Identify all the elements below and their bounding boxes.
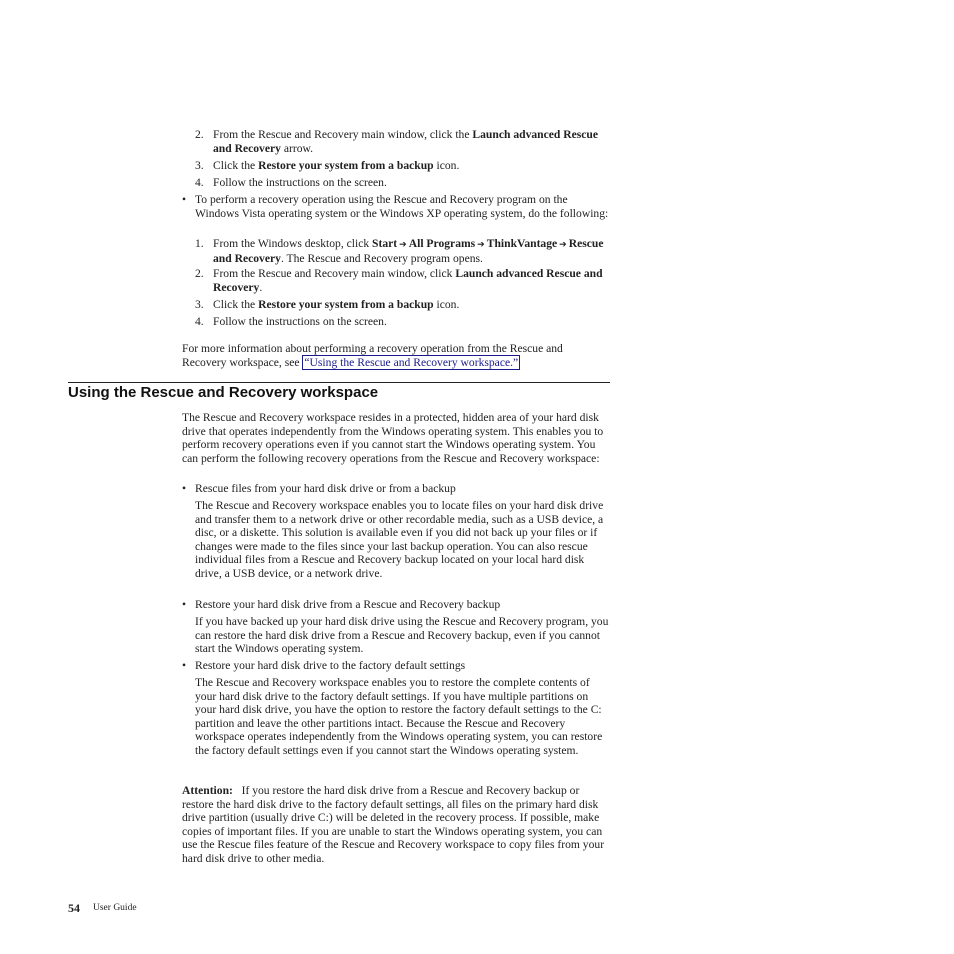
launch-advanced-label: Launch advanced Rescue and Recovery — [213, 128, 599, 155]
restore-backup-body: If you have backed up your hard disk drive using the Rescue and Recovery program, you can restore the hard disk drive from a Rescue and Recovery backup, even if you cannot start the Windows operating system. — [195, 615, 609, 656]
attention-label: Attention: — [182, 784, 233, 797]
section-heading: Using the Rescue and Recovery workspace — [68, 384, 379, 401]
more-info-paragraph: For more information about performing a recovery operation from the Rescue and Recovery workspace, see “Using the Rescue and Recovery workspace.” — [182, 342, 563, 369]
rescue-files-body: The Rescue and Recovery workspace enables you to locate files on your hard disk drive and transfer them to a network drive or other recordable media, such as a USB device, a disc, or a diskette. This solution is available even if you did not back up your files or if changes were made to the files since your last backup operation. You can also rescue individual files from a Rescue and Recovery backup located on your local hard disk drive, a USB device, or a network drive. — [195, 499, 604, 580]
document-page: 2. From the Rescue and Recovery main window, click the Launch advanced Rescue and Recovery arrow. 3. Click the Restore your system from a backup icon. 4. Follow the instructions on the screen. • To perform a recovery operation using the Rescue and Recovery program on the Windows Vista operating system or the Windows XP operating system, do the following: 1. From the Windows desktop, click Start ➔ All Programs ➔ ThinkVantage ➔ Rescue and Recovery. The Rescue and Recovery program opens. 2. From the Rescue and Recovery main window, click Launch advanced Rescue and Recovery. 3. Click the Restore your system from a backup icon. 4. Follow the instructions on the screen. For more information about performing a recovery operation from the Rescue and Recovery workspace, see “Using the Rescue and Recovery workspace.” Using the Rescue and Recovery workspace The Rescue and Recovery workspace resides in a protected, hidden area of your hard disk drive that operates independently from the Windows operating system. This enables you to perform recovery operations even if you cannot start the Windows operating system. You can perform the following recovery operations from the Rescue and Recovery workspace: • Rescue files from your hard disk drive or from a backup The Rescue and Recovery workspace enables you to locate files on your hard disk drive and transfer them to a network drive or other recordable media, such as a USB device, a disc, or a diskette. This solution is available even if you did not back up your files or if changes were made to the files since your last backup operation. You can also rescue individual files from a Rescue and Recovery backup located on your local hard disk drive, a USB device, or a network drive. • Restore your hard disk drive from a Rescue and Recovery backup If you have backed up your hard disk drive using the Rescue and Recovery program, you can restore the hard disk drive from a Rescue and Recovery backup, even if you cannot start the Windows operating system. • Restore your hard disk drive to the factory default settings The Rescue and Recovery workspace enables you to restore the complete contents of your hard disk drive to the factory default settings. If you have multiple partitions on your hard disk drive, you have the option to restore the factory default settings to the C: partition and leave the other partitions intact. Because the Rescue and Recovery workspace operates independently from the Windows operating system, you can restore the factory default settings even if you cannot start the Windows operating system. Attention: If you restore the hard disk drive from a Rescue and Recovery backup or restore the hard disk drive to the factory default settings, all files on the primary hard disk drive partition (usually drive C:) will be deleted in the recovery process. If possible, make copies of important files. If you are unable to start the Windows operating system, you can use the Rescue files feature of the Rescue and Recovery workspace to copy files from your hard disk drive to other media. 54 User Guide — [0, 0, 954, 954]
section-intro: The Rescue and Recovery workspace resides in a protected, hidden area of your hard disk drive that operates independently from the Windows operating system. This enables you to perform recovery operations even if you cannot start the Windows operating system. You can perform the following recovery operations from the Rescue and Recovery workspace: — [182, 411, 604, 465]
arrow-icon: ➔ — [477, 239, 485, 249]
attention-paragraph: Attention: If you restore the hard disk drive from a Rescue and Recovery backup or restore the hard disk drive to the factory default settings, all files on the primary hard disk drive partition (usually drive C:) will be deleted in the recovery process. If possible, make copies of important files. If you are unable to start the Windows operating system, you can use the Rescue files feature of the Rescue and Recovery workspace to copy files from your hard disk drive to other media. — [182, 784, 605, 865]
restore-system-label: Restore your system from a backup — [258, 159, 434, 172]
footer-title: User Guide — [93, 903, 137, 913]
factory-default-body: The Rescue and Recovery workspace enables you to restore the complete contents of your hard disk drive to the factory default settings. If you have multiple partitions on your hard disk drive, you have the option to restore the factory default settings to the C: partition and leave the other partitions intact. Because the Rescue and Recovery workspace operates independently from the Windows operating system, you can restore the factory default settings even if you cannot start the Windows operating system. — [195, 676, 603, 757]
arrow-icon: ➔ — [399, 239, 407, 249]
page-number: 54 — [68, 901, 80, 915]
arrow-icon: ➔ — [559, 239, 567, 249]
workspace-section-link[interactable]: “Using the Rescue and Recovery workspace.” — [304, 355, 519, 369]
section-divider — [68, 382, 610, 383]
